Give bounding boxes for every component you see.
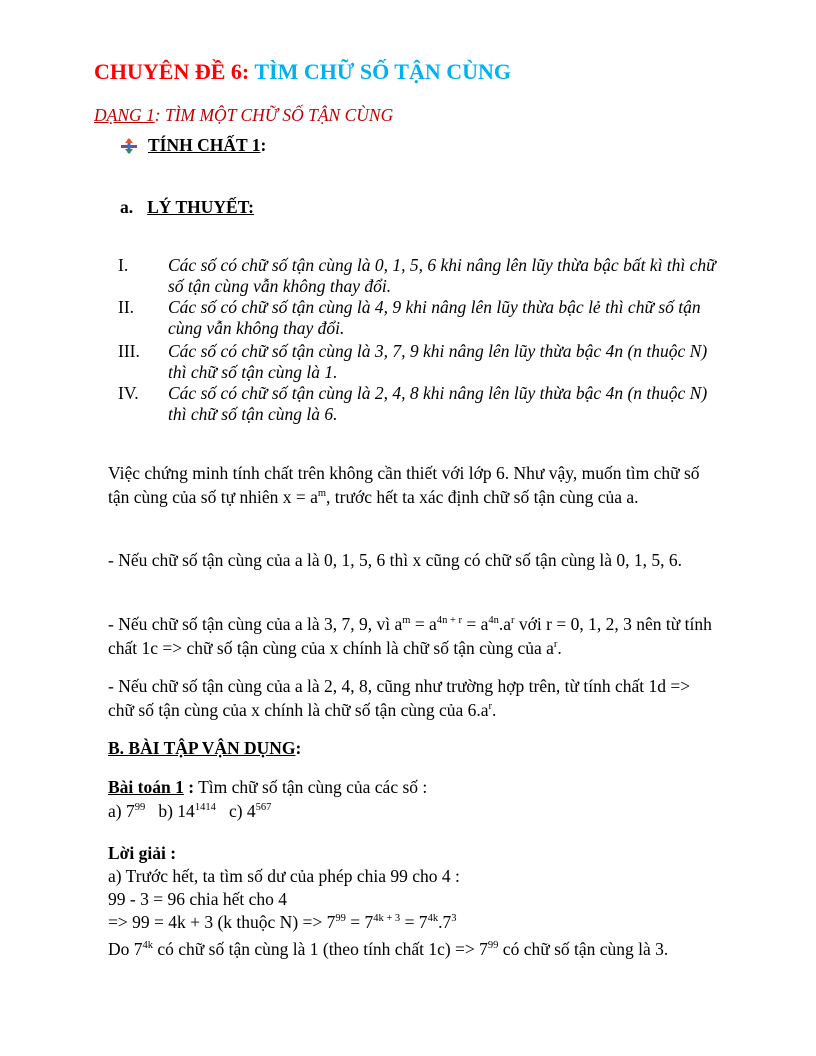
- text-run: = a: [410, 614, 437, 634]
- property-number: III.: [118, 341, 140, 361]
- ly-thuyet-marker: a.: [120, 197, 134, 217]
- superscript: 99: [335, 913, 346, 925]
- text-run: = 7: [400, 912, 428, 932]
- text-run: Việc chứng minh tính chất trên không cần thiết với lớp 6. Như vậy, muốn tìm chữ số tận cùng của số tự nhiên x = a: [108, 463, 700, 507]
- section-b-label: B. BÀI TẬP VẬN DỤNG: [108, 738, 296, 758]
- superscript: r: [553, 638, 558, 650]
- problem-statement: [108, 776, 427, 799]
- ly-thuyet-label: LÝ THUYẾT:: [147, 197, 254, 217]
- property-text: Các số có chữ số tận cùng là 0, 1, 5, 6 khi nâng lên lũy thừa bậc bất kì thì chữ số tận cùng vẫn không thay đổi.: [168, 255, 716, 296]
- dang-heading: [94, 105, 393, 126]
- dang-label: DẠNG 1: [94, 105, 155, 125]
- problem-label: Bài toán 1: [108, 777, 184, 797]
- solution-line: [108, 911, 456, 934]
- case-paragraph-3: [108, 675, 720, 722]
- case-paragraph-2: [108, 613, 720, 660]
- text-run: = 7: [345, 912, 374, 932]
- superscript: 1414: [194, 802, 216, 814]
- text-run: có chữ số tận cùng là 3.: [498, 939, 669, 959]
- intro-paragraph: [108, 462, 720, 509]
- superscript: 4n: [488, 615, 499, 627]
- property-number: I.: [118, 255, 129, 275]
- tinh-chat-heading: [120, 135, 266, 156]
- dang-rest: : TÌM MỘT CHỮ SỐ TẬN CÙNG: [154, 105, 394, 125]
- title-main: TÌM CHỮ SỐ TẬN CÙNG: [254, 59, 512, 84]
- text-run: c) 4: [215, 801, 256, 821]
- superscript: m: [402, 615, 411, 627]
- text-run: b) 14: [145, 801, 195, 821]
- superscript: 99: [134, 802, 146, 814]
- text-run: - Nếu chữ số tận cùng của a là 2, 4, 8, cũng như trường hợp trên, từ tính chất 1d => chữ số tận cùng của x chính là chữ số tận cùng của 6.a: [108, 676, 691, 720]
- text-run: với r = 0, 1, 2, 3 nên từ tính chất 1c => chữ số tận cùng của x chính là chữ số tận cùng của a: [108, 614, 712, 658]
- superscript: 3: [451, 913, 457, 925]
- problem-colon: :: [183, 777, 195, 797]
- text-run: .: [492, 699, 497, 720]
- property-text: Các số có chữ số tận cùng là 4, 9 khi nâng lên lũy thừa bậc lẻ thì chữ số tận cùng vẫn không thay đổi.: [168, 297, 701, 338]
- section-b-heading: [108, 738, 301, 759]
- property-text: Các số có chữ số tận cùng là 2, 4, 8 khi nâng lên lũy thừa bậc 4n (n thuộc N) thì chữ số tận cùng là 6.: [168, 383, 708, 424]
- text-run: , trước hết ta xác định chữ số tận cùng của a.: [326, 486, 639, 507]
- page-title: [94, 59, 511, 85]
- solution-line: [108, 938, 668, 961]
- superscript: 4n + r: [436, 615, 462, 627]
- superscript: 4k: [142, 940, 154, 952]
- text-run: - Nếu chữ số tận cùng của a là 3, 7, 9, vì a: [108, 614, 403, 634]
- superscript: m: [317, 487, 327, 499]
- problem-items: [108, 800, 271, 823]
- text-run: a) 7: [108, 801, 135, 821]
- superscript: 4k + 3: [373, 913, 401, 925]
- bullet-arrow-icon: [120, 138, 138, 154]
- text-run: = a: [462, 614, 489, 634]
- text-run: .a: [498, 614, 512, 634]
- solution-line: a) Trước hết, ta tìm số dư của phép chia 99 cho 4 :: [108, 866, 460, 886]
- case-paragraph-1: - Nếu chữ số tận cùng của a là 0, 1, 5, 6 thì x cũng có chữ số tận cùng là 0, 1, 5, 6.: [108, 550, 682, 570]
- property-text: Các số có chữ số tận cùng là 3, 7, 9 khi nâng lên lũy thừa bậc 4n (n thuộc N) thì chữ số tận cùng là 1.: [168, 341, 708, 382]
- property-number: II.: [118, 297, 135, 317]
- text-run: .7: [438, 912, 452, 932]
- section-b-colon: :: [295, 738, 302, 758]
- text-run: .: [557, 637, 562, 658]
- tinh-chat-colon: :: [260, 135, 267, 155]
- text-run: => 99 = 4k + 3 (k thuộc N) => 7: [108, 912, 336, 932]
- title-prefix: CHUYÊN ĐỀ 6:: [94, 59, 250, 84]
- problem-text: Tìm chữ số tận cùng của các số :: [194, 777, 428, 797]
- superscript: r: [511, 615, 515, 627]
- tinh-chat-label: TÍNH CHẤT 1: [148, 135, 261, 155]
- superscript: r: [488, 700, 493, 712]
- text-run: Do 7: [108, 939, 143, 959]
- solution-heading: Lời giải :: [108, 843, 177, 863]
- text-run: có chữ số tận cùng là 1 (theo tính chất 1c) => 7: [153, 939, 488, 959]
- solution-line: 99 - 3 = 96 chia hết cho 4: [108, 889, 287, 909]
- ly-thuyet-heading: [120, 197, 254, 218]
- superscript: 567: [255, 802, 272, 814]
- property-number: IV.: [118, 383, 139, 403]
- superscript: 99: [487, 940, 499, 952]
- superscript: 4k: [427, 913, 439, 925]
